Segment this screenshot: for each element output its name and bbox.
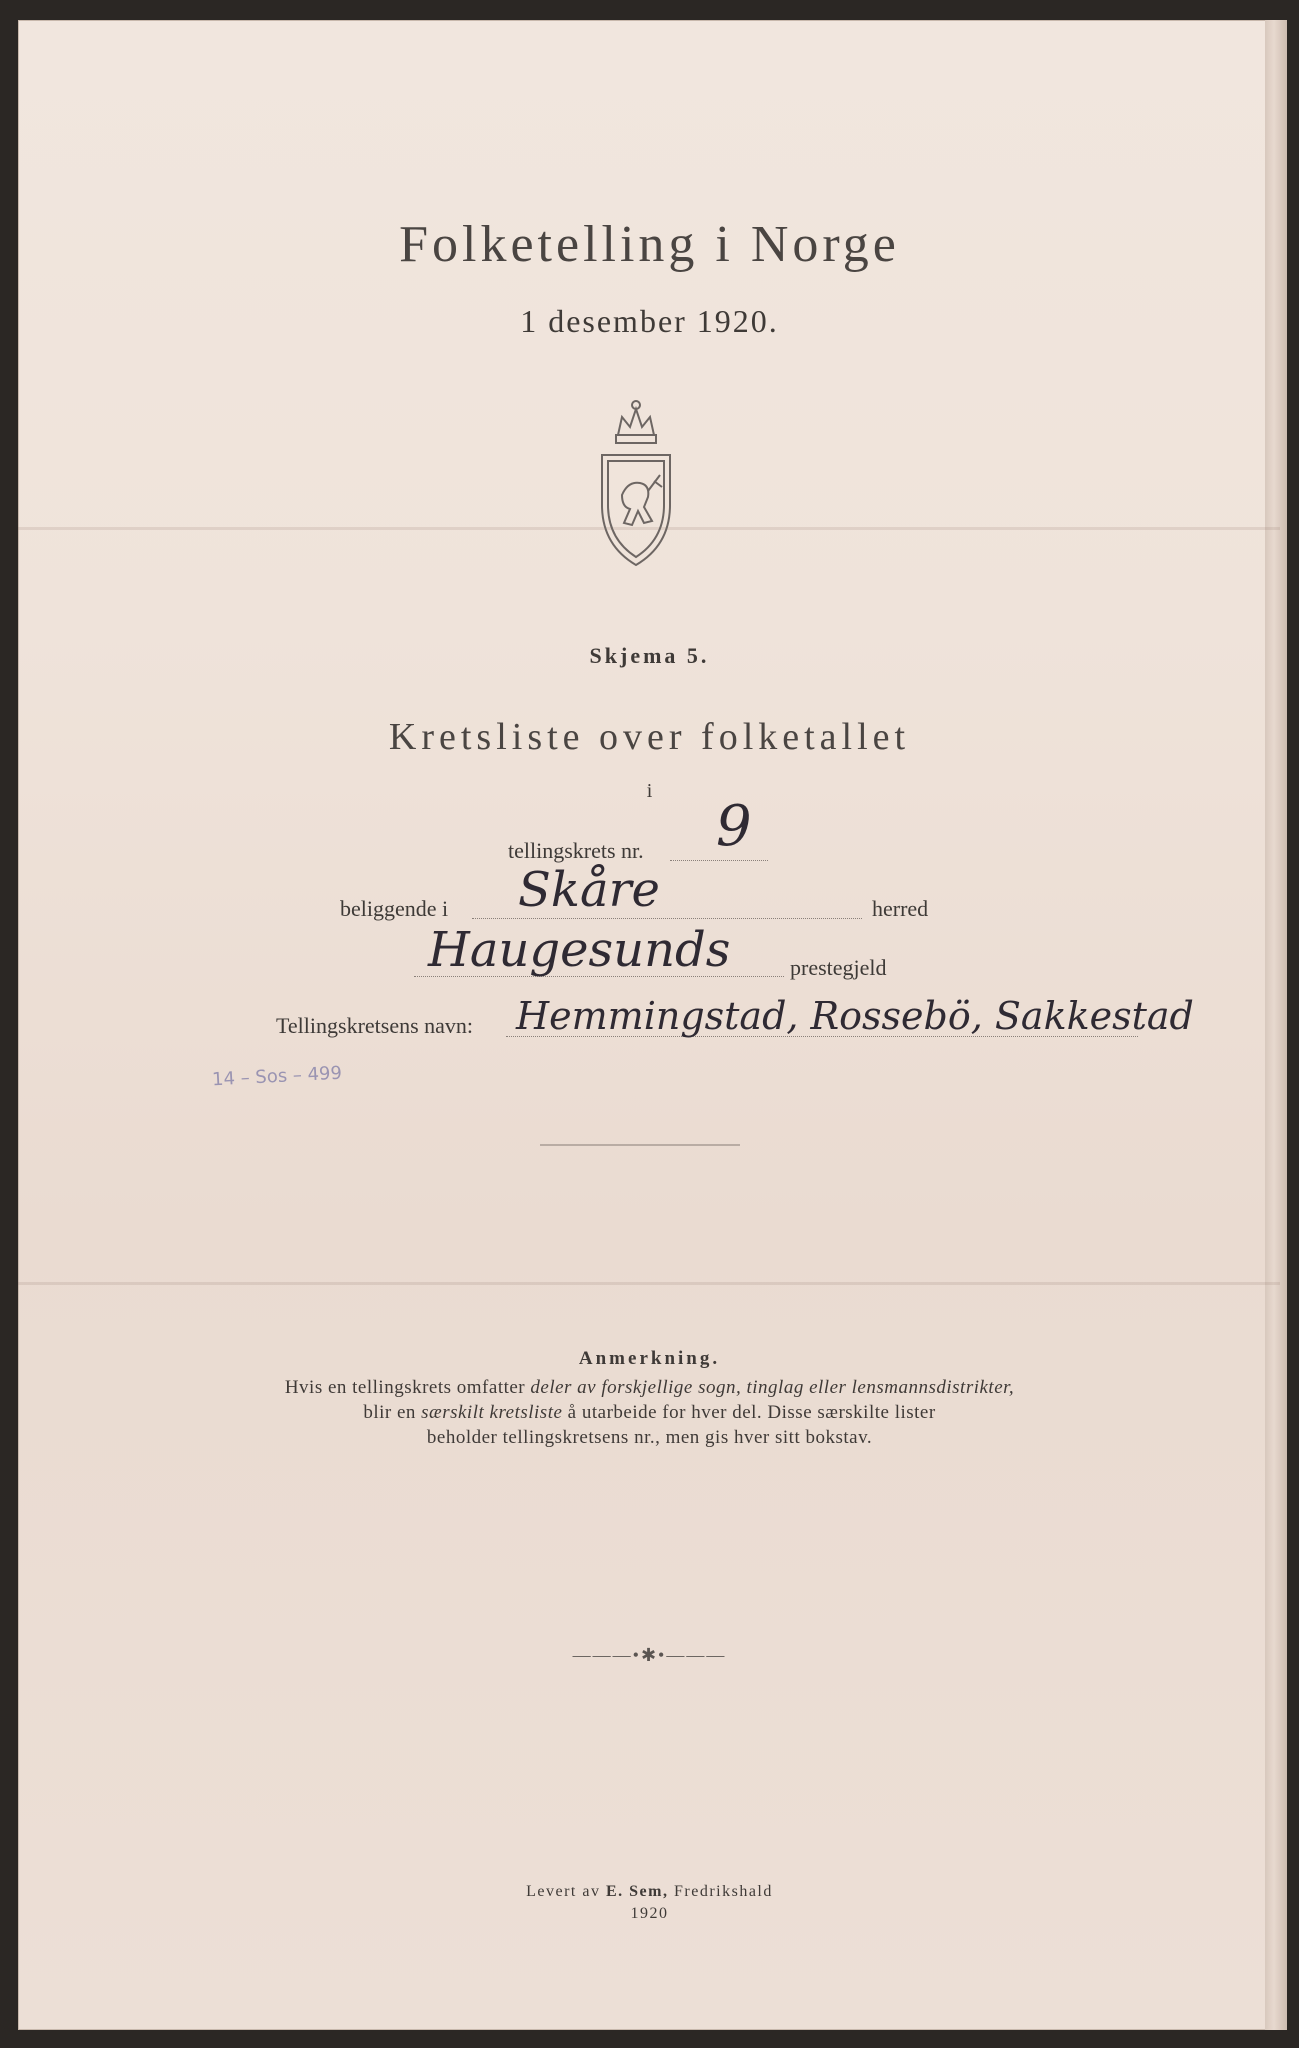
navn-value: Hemmingstad, Rossebö, Sakkestad bbox=[516, 994, 1194, 1038]
krets-label: tellingskrets nr. bbox=[508, 838, 644, 863]
form-heading: Kretsliste over folketallet bbox=[388, 716, 911, 758]
beliggende-value: Skåre bbox=[518, 862, 660, 918]
navn-label: Tellingskretsens navn: bbox=[276, 1013, 474, 1038]
fold-line bbox=[18, 1282, 1280, 1285]
note-emphasis: deler av forskjellige sogn, tinglag eller lensmannsdistrikter, bbox=[530, 1377, 1015, 1398]
krets-value: 9 bbox=[716, 794, 752, 859]
prestegjeld-label: prestegjeld bbox=[790, 955, 887, 980]
document-date: 1 desember 1920. bbox=[520, 303, 779, 339]
beliggende-label: beliggende i bbox=[340, 896, 449, 921]
printer-place: Fredrikshald bbox=[668, 1883, 773, 1900]
note-heading: Anmerkning. bbox=[578, 1348, 721, 1369]
schema-number: Skjema 5. bbox=[589, 643, 710, 668]
i-label: i bbox=[646, 780, 653, 802]
note-line-1 bbox=[0, 1377, 1299, 1399]
section-divider bbox=[540, 1144, 740, 1146]
note-text: å utarbeide for hver del. Disse særskilte lister bbox=[562, 1402, 936, 1423]
note-line-3: beholder tellingskretsens nr., men gis hver sitt bokstav. bbox=[426, 1427, 873, 1448]
note-emphasis: særskilt kretsliste bbox=[421, 1402, 563, 1423]
ornament-divider: ———•✱•——— bbox=[572, 1645, 727, 1665]
note-text: blir en bbox=[363, 1402, 422, 1423]
pencil-annotation: 14 – Sos – 499 bbox=[211, 1062, 343, 1091]
document-title: Folketelling i Norge bbox=[399, 216, 900, 273]
krets-line bbox=[670, 860, 768, 861]
printer-name: E. Sem, bbox=[605, 1883, 669, 1900]
note-line-2 bbox=[0, 1402, 1299, 1424]
herred-label: herred bbox=[872, 896, 929, 921]
note-text: Hvis en tellingskrets omfatter bbox=[284, 1377, 531, 1398]
printer-credit bbox=[0, 1883, 1299, 1901]
printer-prefix: Levert av bbox=[526, 1883, 606, 1900]
printer-year: 1920 bbox=[630, 1905, 669, 1922]
coat-of-arms-icon bbox=[588, 395, 684, 570]
beliggende-line bbox=[472, 918, 862, 919]
prestegjeld-value: Haugesunds bbox=[428, 922, 731, 978]
